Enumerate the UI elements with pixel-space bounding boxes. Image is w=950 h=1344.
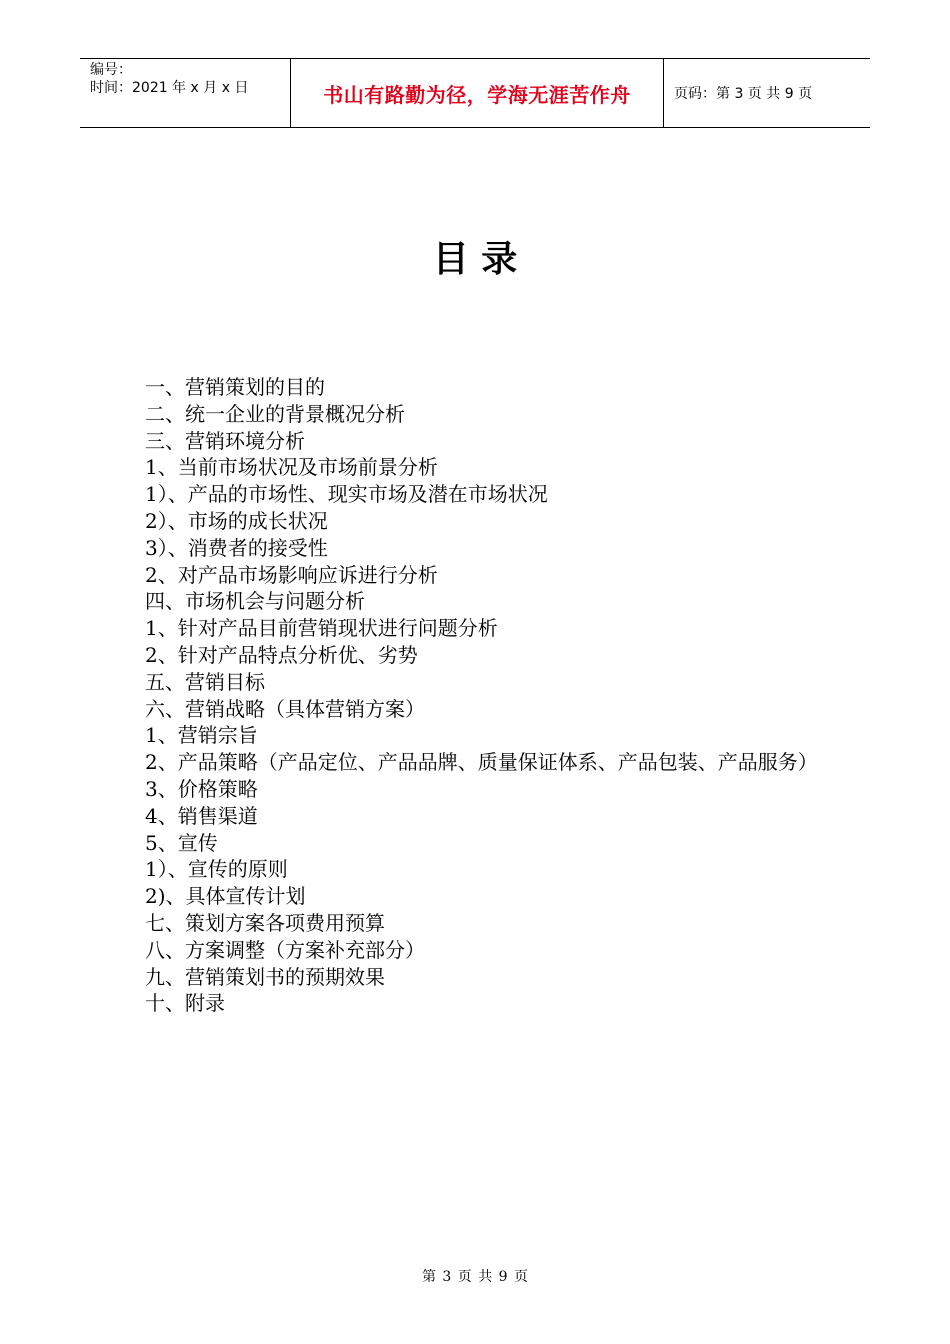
toc-item: 二、统一企业的背景概况分析 [145, 401, 405, 426]
header-motto: 书山有路勤为径，学海无涯苦作舟 [291, 59, 664, 127]
toc-item: 2、对产品市场影响应诉进行分析 [145, 562, 438, 587]
header-page-info: 页码：第 3 页 共 9 页 [674, 86, 813, 102]
toc-item: 十、附录 [145, 991, 225, 1016]
toc-item: 2）、市场的成长状况 [145, 508, 328, 533]
page-footer: 第 3 页 共 9 页 [421, 1269, 529, 1285]
toc-item: 九、营销策划书的预期效果 [145, 964, 385, 989]
time-label: 时间：2021 年 x 月 x 日 [90, 80, 249, 96]
toc-item: 3、价格策略 [145, 776, 258, 801]
number-label: 编号： [90, 62, 132, 78]
toc-item: 5、宣传 [145, 830, 218, 855]
toc-item: 七、策划方案各项费用预算 [145, 910, 385, 935]
toc-item: 八、方案调整（方案补充部分） [145, 937, 425, 962]
toc-item: 1）、宣传的原则 [145, 857, 288, 882]
toc-item: 2、针对产品特点分析优、劣势 [145, 642, 418, 667]
toc-item: 4、销售渠道 [145, 803, 258, 828]
toc-item: 三、营销环境分析 [145, 428, 305, 453]
header-meta [80, 59, 291, 127]
page-header [80, 58, 870, 128]
toc-item: 2)、具体宣传计划 [145, 884, 306, 909]
toc-item: 五、营销目标 [145, 669, 265, 694]
toc-item: 六、营销战略（具体营销方案） [145, 696, 425, 721]
toc-item: 1、营销宗旨 [145, 723, 258, 748]
page-title: 目 录 [432, 239, 518, 280]
toc-item: 四、市场机会与问题分析 [145, 589, 365, 614]
toc-item: 1、针对产品目前营销现状进行问题分析 [145, 616, 498, 641]
toc-item: 1）、产品的市场性、现实市场及潜在市场状况 [145, 482, 548, 507]
toc-item: 2、产品策略（产品定位、产品品牌、质量保证体系、产品包装、产品服务） [145, 750, 818, 775]
toc-item: 3）、消费者的接受性 [145, 535, 328, 560]
table-of-contents [145, 374, 818, 1017]
toc-item: 1、当前市场状况及市场前景分析 [145, 455, 438, 480]
toc-item: 一、营销策划的目的 [145, 375, 325, 399]
